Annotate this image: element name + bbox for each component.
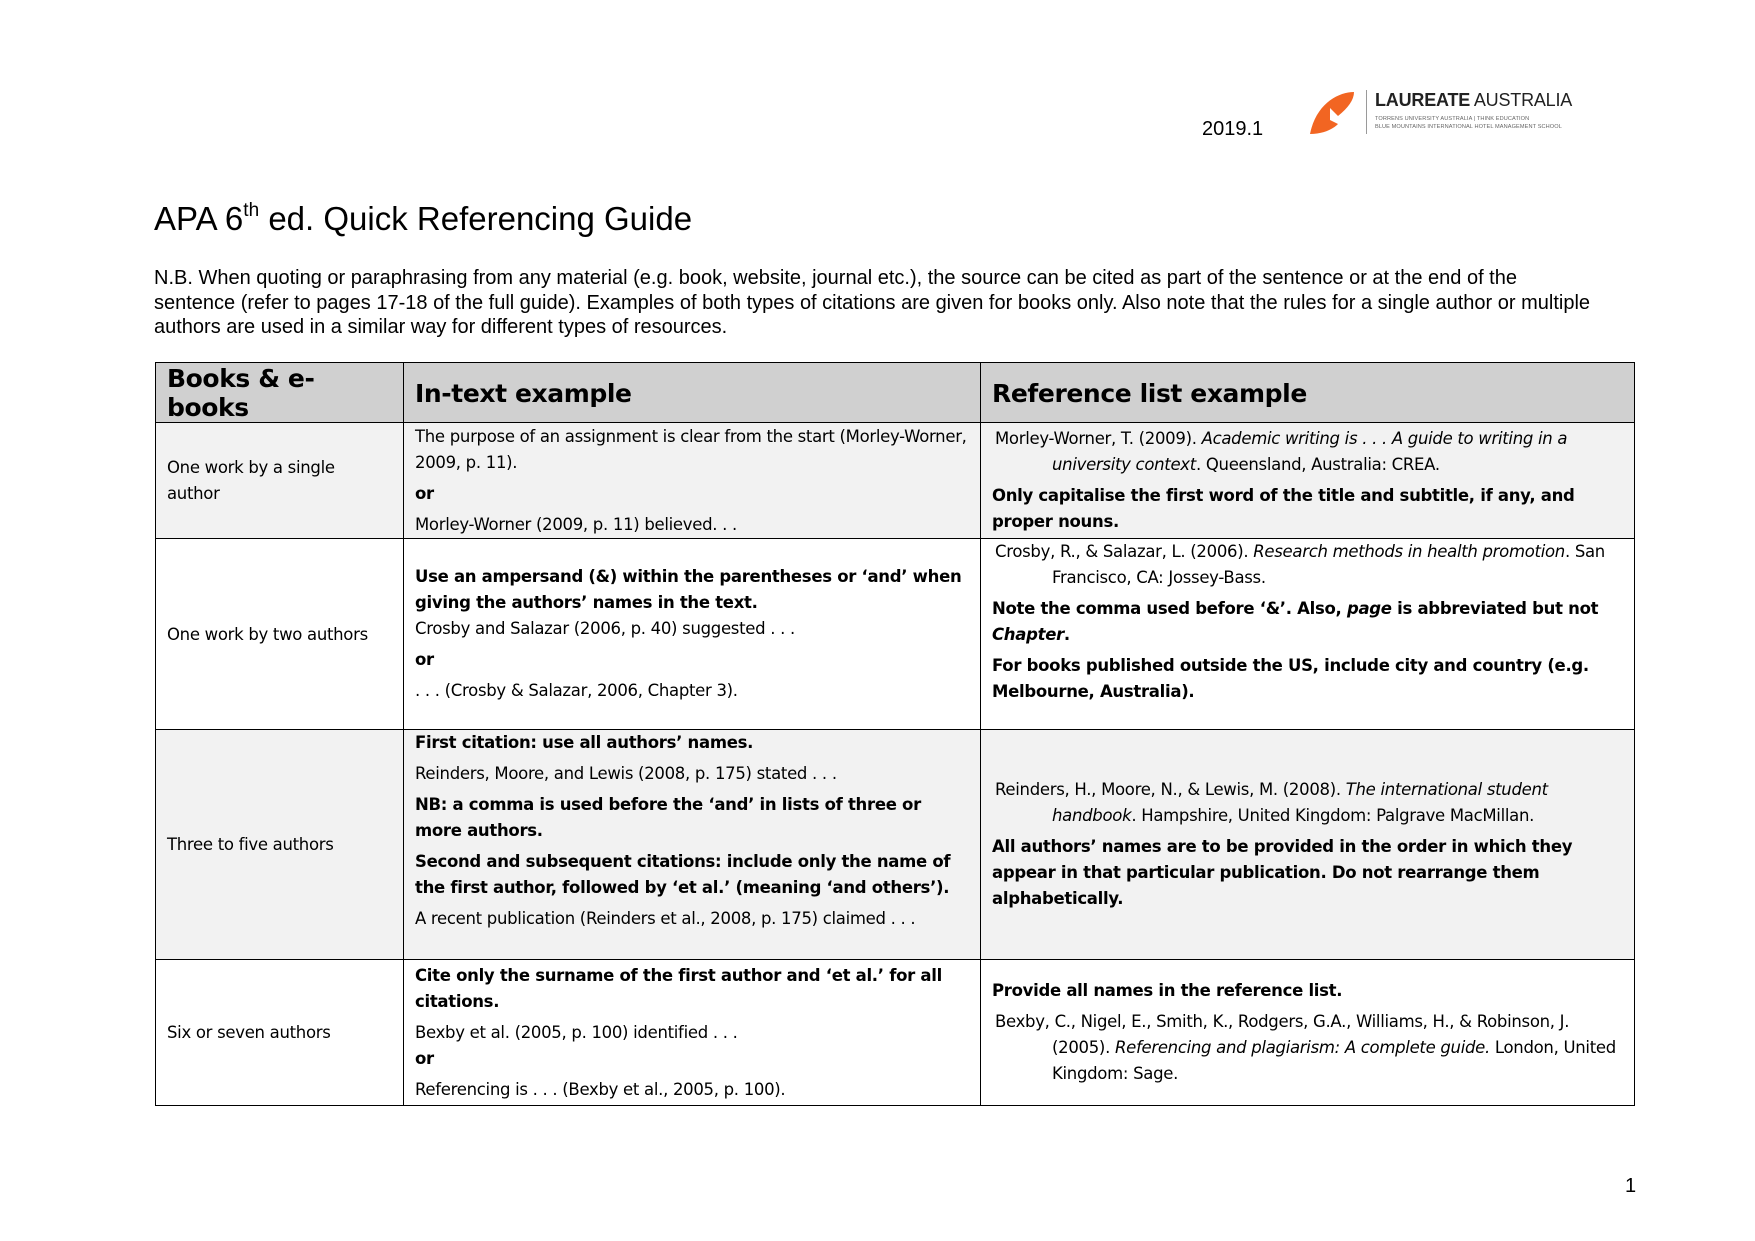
column-header-books: Books & e-books <box>156 363 404 423</box>
reference-entry: Morley-Worner, T. (2009). Academic writing is . . . A guide to writing in a university context. Queensland, Australia: CREA. <box>995 429 1568 474</box>
intext-example: Morley-Worner (2009, p. 11) believed. . . <box>415 514 738 534</box>
reference-note: All authors’ names are to be provided in the order in which they appear in that particular publication. Do not rearrange them alphabetically. <box>992 837 1573 908</box>
or-label: or <box>415 1048 434 1068</box>
intext-cell <box>404 423 981 539</box>
reference-note: Provide all names in the reference list. <box>992 981 1343 1000</box>
intext-rule: Second and subsequent citations: include only the name of the first author, followed by ‘et al.’ (meaning ‘and others’). <box>415 852 951 897</box>
version-label: 2019.1 <box>1202 118 1264 140</box>
laureate-logo <box>1308 88 1578 138</box>
intext-rule: NB: a comma is used before the ‘and’ in lists of three or more authors. <box>415 795 921 840</box>
intext-rule: Use an ampersand (&) within the parentheses or ‘and’ when giving the authors’ names in the text. <box>415 567 962 612</box>
intext-rule: Cite only the surname of the first author and ‘et al.’ for all citations. <box>415 965 942 1011</box>
intext-cell <box>404 960 981 1106</box>
row-category: One work by two authors <box>156 539 404 730</box>
reference-entry: Bexby, C., Nigel, E., Smith, K., Rodgers, G.A., Williams, H., & Robinson, J. (2005). Referencing and plagiarism: A complete guide. London, United Kingdom: Sage. <box>995 1012 1616 1083</box>
intext-example: Referencing is . . . (Bexby et al., 2005, p. 100). <box>415 1079 786 1099</box>
intro-note: N.B. When quoting or paraphrasing from any material (e.g. book, website, journal etc.), the source can be cited as part of the sentence or at the end of the sentence (refer to pages 17-18 of the full guide). Examples of both types of citations are given for books only. Also note that the rules for a single author or multiple authors are used in a similar way for different types of resources. <box>154 267 1591 338</box>
logo-brand: LAUREATE AUSTRALIA <box>1375 90 1573 110</box>
table-row <box>156 960 1635 1106</box>
row-category: Six or seven authors <box>156 960 404 1106</box>
intext-example: . . . (Crosby & Salazar, 2006, Chapter 3). <box>415 681 738 700</box>
referencing-table <box>155 362 1635 1106</box>
column-header-reference: Reference list example <box>981 363 1635 423</box>
intext-cell <box>404 730 981 960</box>
reference-note: For books published outside the US, include city and country (e.g. Melbourne, Australia). <box>992 656 1589 701</box>
reference-entry: Crosby, R., & Salazar, L. (2006). Research methods in health promotion. San Francisco, CA: Jossey-Bass. <box>995 542 1605 587</box>
reference-cell <box>981 730 1635 960</box>
intext-example: Crosby and Salazar (2006, p. 40) suggested . . . <box>415 619 795 638</box>
logo-subline-2: BLUE MOUNTAINS INTERNATIONAL HOTEL MANAGEMENT SCHOOL <box>1375 124 1562 130</box>
intext-rule: First citation: use all authors’ names. <box>415 733 754 752</box>
table-row <box>156 730 1635 960</box>
table-row <box>156 423 1635 539</box>
or-label: or <box>415 650 434 669</box>
reference-cell <box>981 539 1635 730</box>
reference-cell <box>981 960 1635 1106</box>
reference-entry: Reinders, H., Moore, N., & Lewis, M. (2008). The international student handbook. Hampshire, United Kingdom: Palgrave MacMillan. <box>995 780 1548 825</box>
page-title: APA 6th ed. Quick Referencing Guide <box>154 200 693 237</box>
table-header-row <box>156 363 1635 423</box>
reference-note: Only capitalise the first word of the title and subtitle, if any, and proper nouns. <box>992 486 1575 531</box>
table-row <box>156 539 1635 730</box>
intext-cell <box>404 539 981 730</box>
intext-example: Bexby et al. (2005, p. 100) identified . . . <box>415 1022 738 1042</box>
laureate-leaf-icon <box>1308 90 1356 136</box>
logo-divider <box>1366 90 1367 134</box>
logo-subline-1: TORRENS UNIVERSITY AUSTRALIA | THINK EDUCATION <box>1375 116 1530 122</box>
or-label: or <box>415 483 434 503</box>
intext-example: The purpose of an assignment is clear from the start (Morley-Worner, 2009, p. 11). <box>415 426 967 472</box>
reference-note: Note the comma used before ‘&’. Also, page is abbreviated but not Chapter. <box>992 599 1599 644</box>
row-category: One work by a single author <box>156 423 404 539</box>
column-header-intext: In-text example <box>404 363 981 423</box>
reference-cell <box>981 423 1635 539</box>
intext-example: Reinders, Moore, and Lewis (2008, p. 175) stated . . . <box>415 764 837 783</box>
page-number: 1 <box>1625 1175 1637 1197</box>
row-category: Three to five authors <box>156 730 404 960</box>
intext-example: A recent publication (Reinders et al., 2008, p. 175) claimed . . . <box>415 909 916 928</box>
